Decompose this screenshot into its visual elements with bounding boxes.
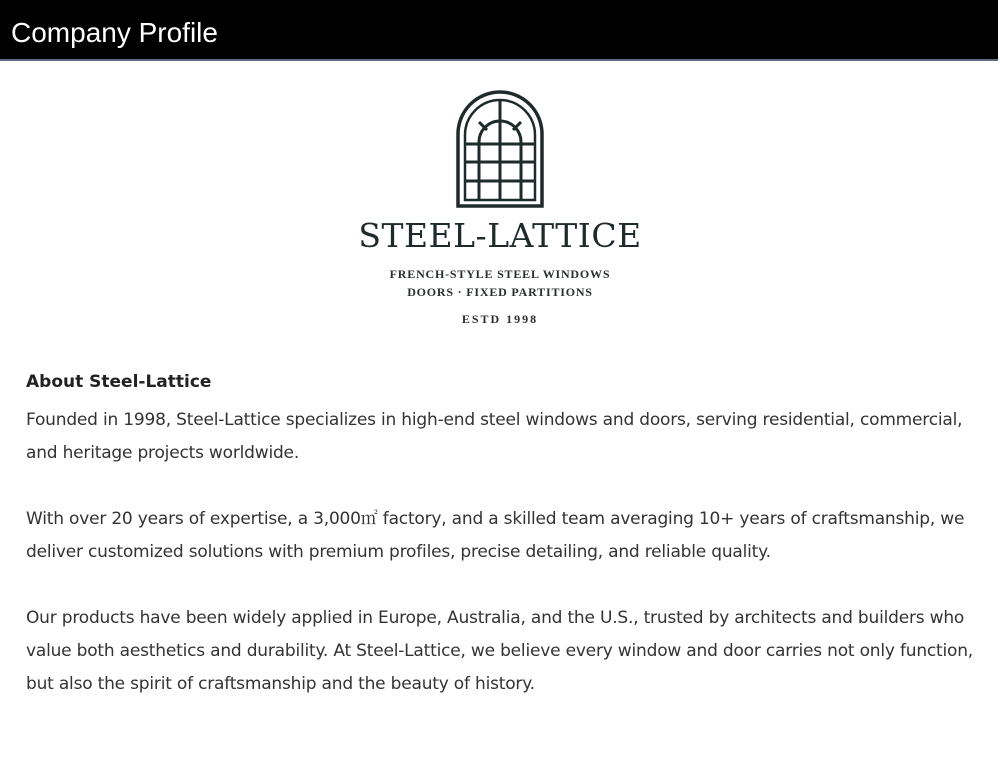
company-logo (0, 90, 1000, 328)
about-paragraph-1: Founded in 1998, Steel-Lattice specializes in high-end steel windows and doors, serving residential, commercial, and heritage projects worldwide. (26, 410, 963, 463)
about-section (26, 370, 986, 734)
arched-window-icon (455, 90, 545, 208)
about-heading: About Steel-Lattice (26, 372, 212, 392)
page-title: Company Profile (11, 17, 218, 48)
tagline-line2: DOORS · FIXED PARTITIONS (407, 285, 593, 299)
page-header (0, 0, 998, 61)
about-paragraph-3: Our products have been widely applied in Europe, Australia, and the U.S., trusted by architects and builders who value both aesthetics and durability. At Steel-Lattice, we believe every window and door carries not only function, but also the spirit of craftsmanship and the beauty of history. (26, 608, 974, 694)
brand-name: STEEL-LATTICE (358, 216, 642, 255)
tagline-line1: FRENCH-STYLE STEEL WINDOWS (389, 267, 611, 281)
about-paragraph-2: With over 20 years of expertise, a 3,000㎡ factory, and a skilled team averaging 10+ years of craftsmanship, we deliver customized solutions with premium profiles, precise detailing, and reliable quality. (26, 509, 965, 562)
established-year: ESTD 1998 (461, 312, 539, 326)
